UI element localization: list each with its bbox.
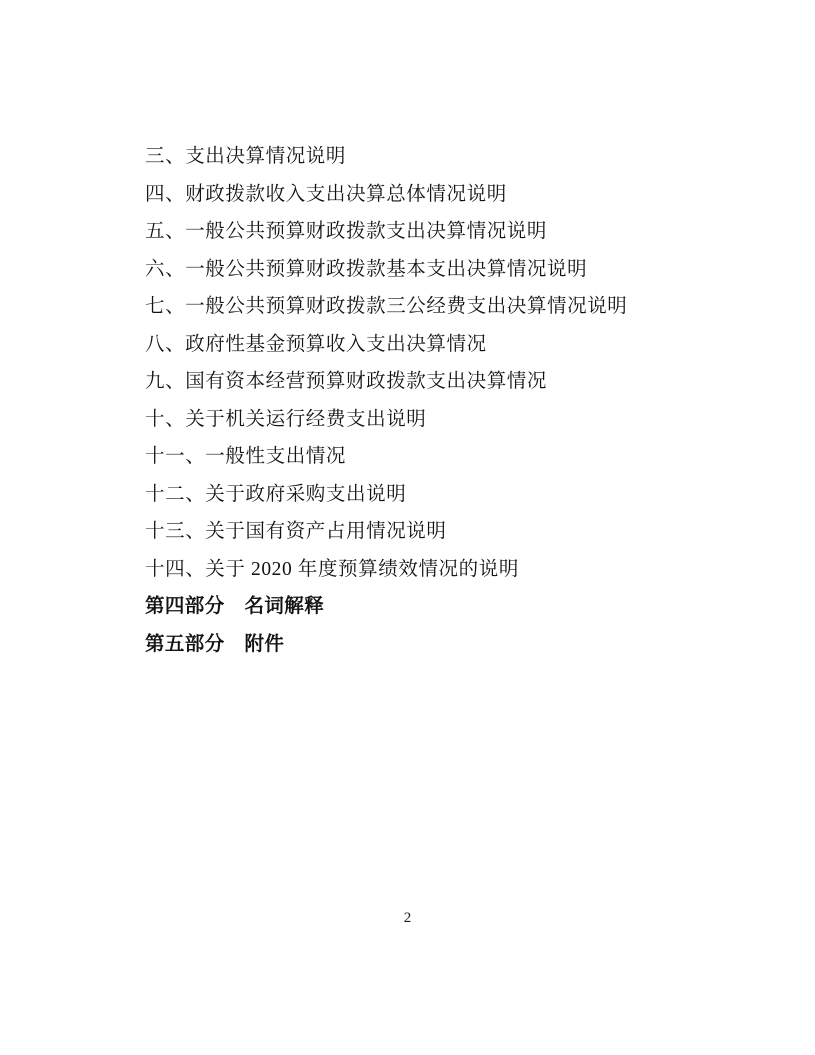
toc-entry: 四、财政拨款收入支出决算总体情况说明 xyxy=(145,183,507,205)
toc-entry: 十一、一般性支出情况 xyxy=(145,446,347,467)
table-of-contents xyxy=(145,138,685,663)
toc-entry: 十、关于机关运行经费支出说明 xyxy=(145,408,427,430)
toc-entry: 九、国有资本经营预算财政拨款支出决算情况 xyxy=(145,371,548,392)
toc-entry: 八、政府性基金预算收入支出决算情况 xyxy=(145,333,487,355)
toc-entry: 六、一般公共预算财政拨款基本支出决算情况说明 xyxy=(145,258,588,280)
toc-entry: 七、一般公共预算财政拨款三公经费支出决算情况说明 xyxy=(145,296,628,317)
toc-entry: 十三、关于国有资产占用情况说明 xyxy=(145,521,447,542)
toc-entry: 五、一般公共预算财政拨款支出决算情况说明 xyxy=(145,221,548,242)
toc-entry-section: 第五部分 附件 xyxy=(145,633,285,655)
page-number: 2 xyxy=(403,910,412,926)
toc-entry: 十二、关于政府采购支出说明 xyxy=(145,483,407,505)
toc-entry-section: 第四部分 名词解释 xyxy=(145,596,325,617)
toc-entry: 三、支出决算情况说明 xyxy=(145,146,347,167)
toc-entry: 十四、关于 2020 年度预算绩效情况的说明 xyxy=(145,558,519,580)
